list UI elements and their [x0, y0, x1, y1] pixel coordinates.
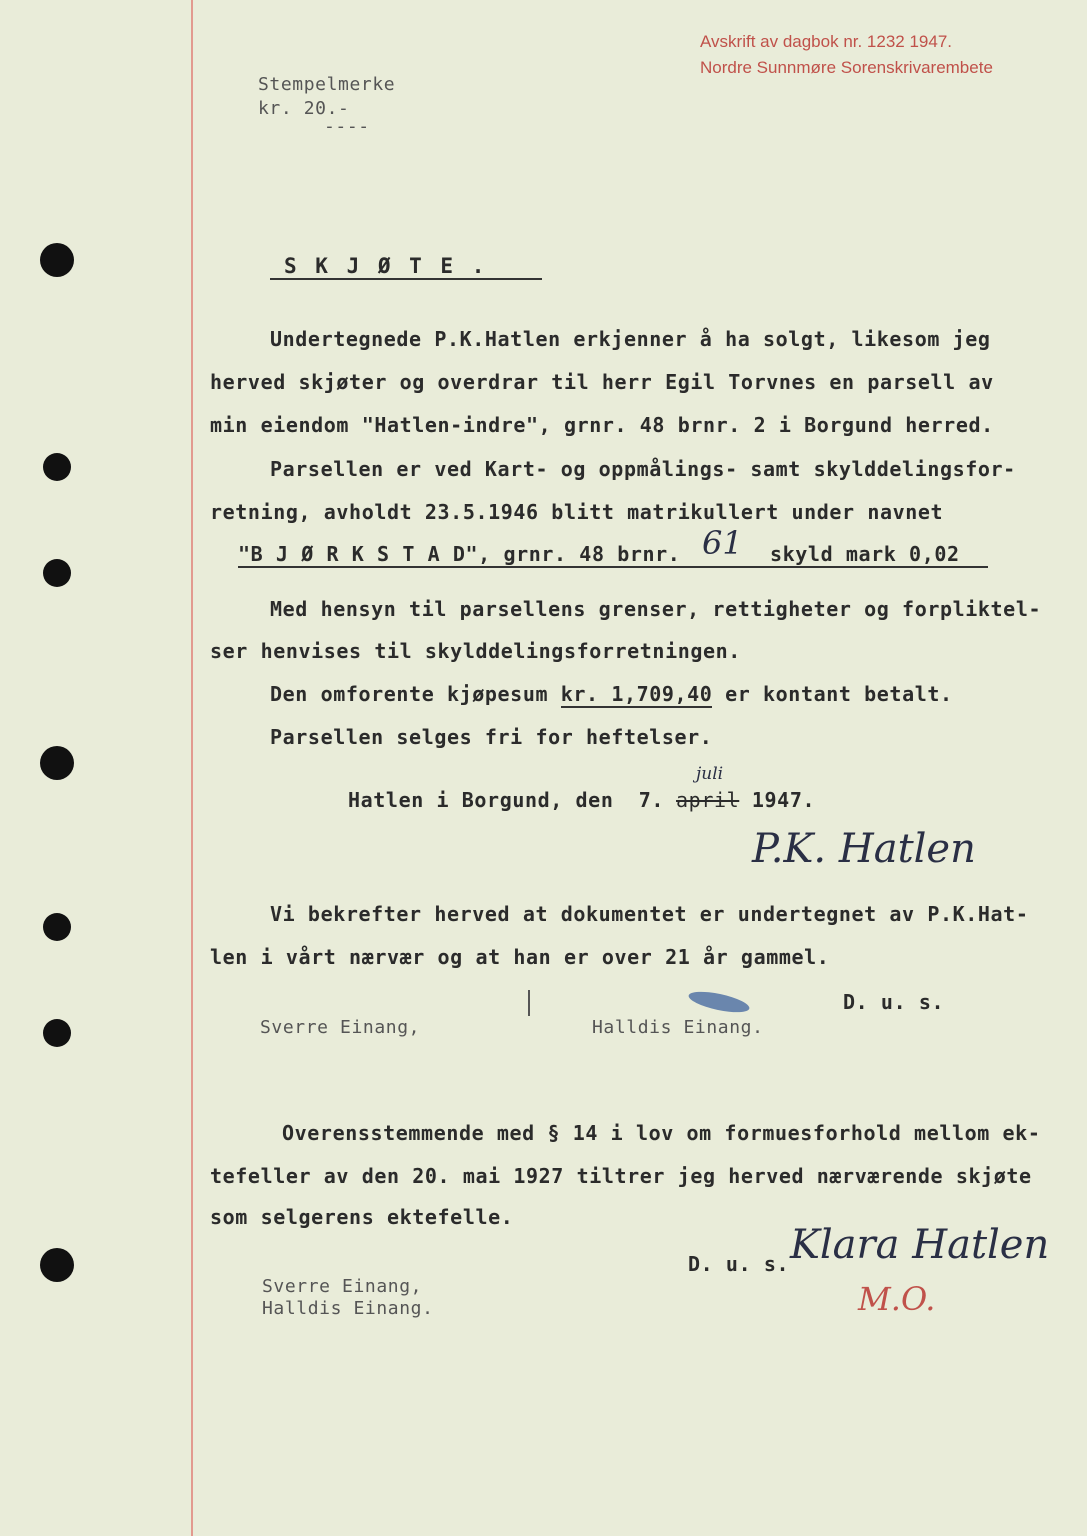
punch-hole [43, 913, 71, 941]
name-underline [238, 566, 988, 568]
registry-stamp-line1: Avskrift av dagbok nr. 1232 1947. [700, 32, 953, 51]
body-line: Parsellen selges fri for heftelser. [270, 725, 713, 749]
registry-stamp-line2: Nordre Sunnmøre Sorenskrivarembete [700, 58, 993, 77]
margin-line [191, 0, 193, 1536]
dus-label: D. u. s. [688, 1252, 790, 1276]
dus-label: D. u. s. [843, 990, 945, 1014]
document-title: S K J Ø T E . [284, 254, 488, 278]
month-correction: juli [696, 764, 724, 784]
stempelmerke-label: Stempelmerke [258, 74, 396, 95]
punch-hole [43, 559, 71, 587]
punch-hole [40, 243, 74, 277]
body-line: len i vårt nærvær og at han er over 21 år gammel. [210, 945, 830, 969]
witness-name: Halldis Einang. [262, 1298, 434, 1319]
body-line: ser henvises til skylddelingsforretningen. [210, 639, 741, 663]
witness-name: Sverre Einang, [260, 1017, 421, 1038]
body-line: Parsellen er ved Kart- og oppmålings- samt skylddelingsfor- [270, 457, 1016, 481]
stempelmerke-dashes: ---- [324, 116, 370, 137]
body-line: Med hensyn til parsellens grenser, rettigheter og forpliktel- [270, 597, 1042, 621]
body-line: Overensstemmende med § 14 i lov om formuesforhold mellom ek- [282, 1121, 1041, 1145]
punch-hole [43, 453, 71, 481]
ink-mark [528, 990, 530, 1016]
initials-red: M.O. [858, 1280, 936, 1318]
body-line: Vi bekrefter herved at dokumentet er undertegnet av P.K.Hat- [270, 902, 1029, 926]
body-line: Den omforente kjøpesum kr. 1,709,40 er kontant betalt. [270, 682, 953, 706]
handwritten-brnr: 61 [702, 524, 743, 562]
date-line: Hatlen i Borgund, den 7. april 1947. [348, 788, 816, 812]
body-line: retning, avholdt 23.5.1946 blitt matrikullert under navnet [210, 500, 944, 524]
ink-smudge [687, 988, 751, 1017]
body-line: herved skjøter og overdrar til herr Egil Torvnes en parsell av [210, 370, 994, 394]
punch-hole [40, 1248, 74, 1282]
punch-hole [40, 746, 74, 780]
body-line: Undertegnede P.K.Hatlen erkjenner å ha solgt, likesom jeg [270, 327, 991, 351]
body-line: "B J Ø R K S T A D", grnr. 48 brnr. [238, 542, 681, 566]
witness-name: Sverre Einang, [262, 1276, 423, 1297]
body-line: som selgerens ektefelle. [210, 1205, 514, 1229]
signature-pk-hatlen: P.K. Hatlen [752, 826, 976, 872]
witness-name: Halldis Einang. [592, 1017, 764, 1038]
title-underline [270, 278, 542, 280]
body-line: tefeller av den 20. mai 1927 tiltrer jeg herved nærværende skjøte [210, 1164, 1032, 1188]
punch-hole [43, 1019, 71, 1047]
stempelmerke-amount: kr. 20.- [258, 98, 350, 119]
purchase-sum: kr. 1,709,40 [560, 682, 713, 706]
body-line: min eiendom "Hatlen-indre", grnr. 48 brnr. 2 i Borgund herred. [210, 413, 994, 437]
signature-klara-hatlen: Klara Hatlen [790, 1222, 1050, 1268]
body-line: skyld mark 0,02 [770, 542, 960, 566]
struck-month: april [676, 788, 740, 812]
